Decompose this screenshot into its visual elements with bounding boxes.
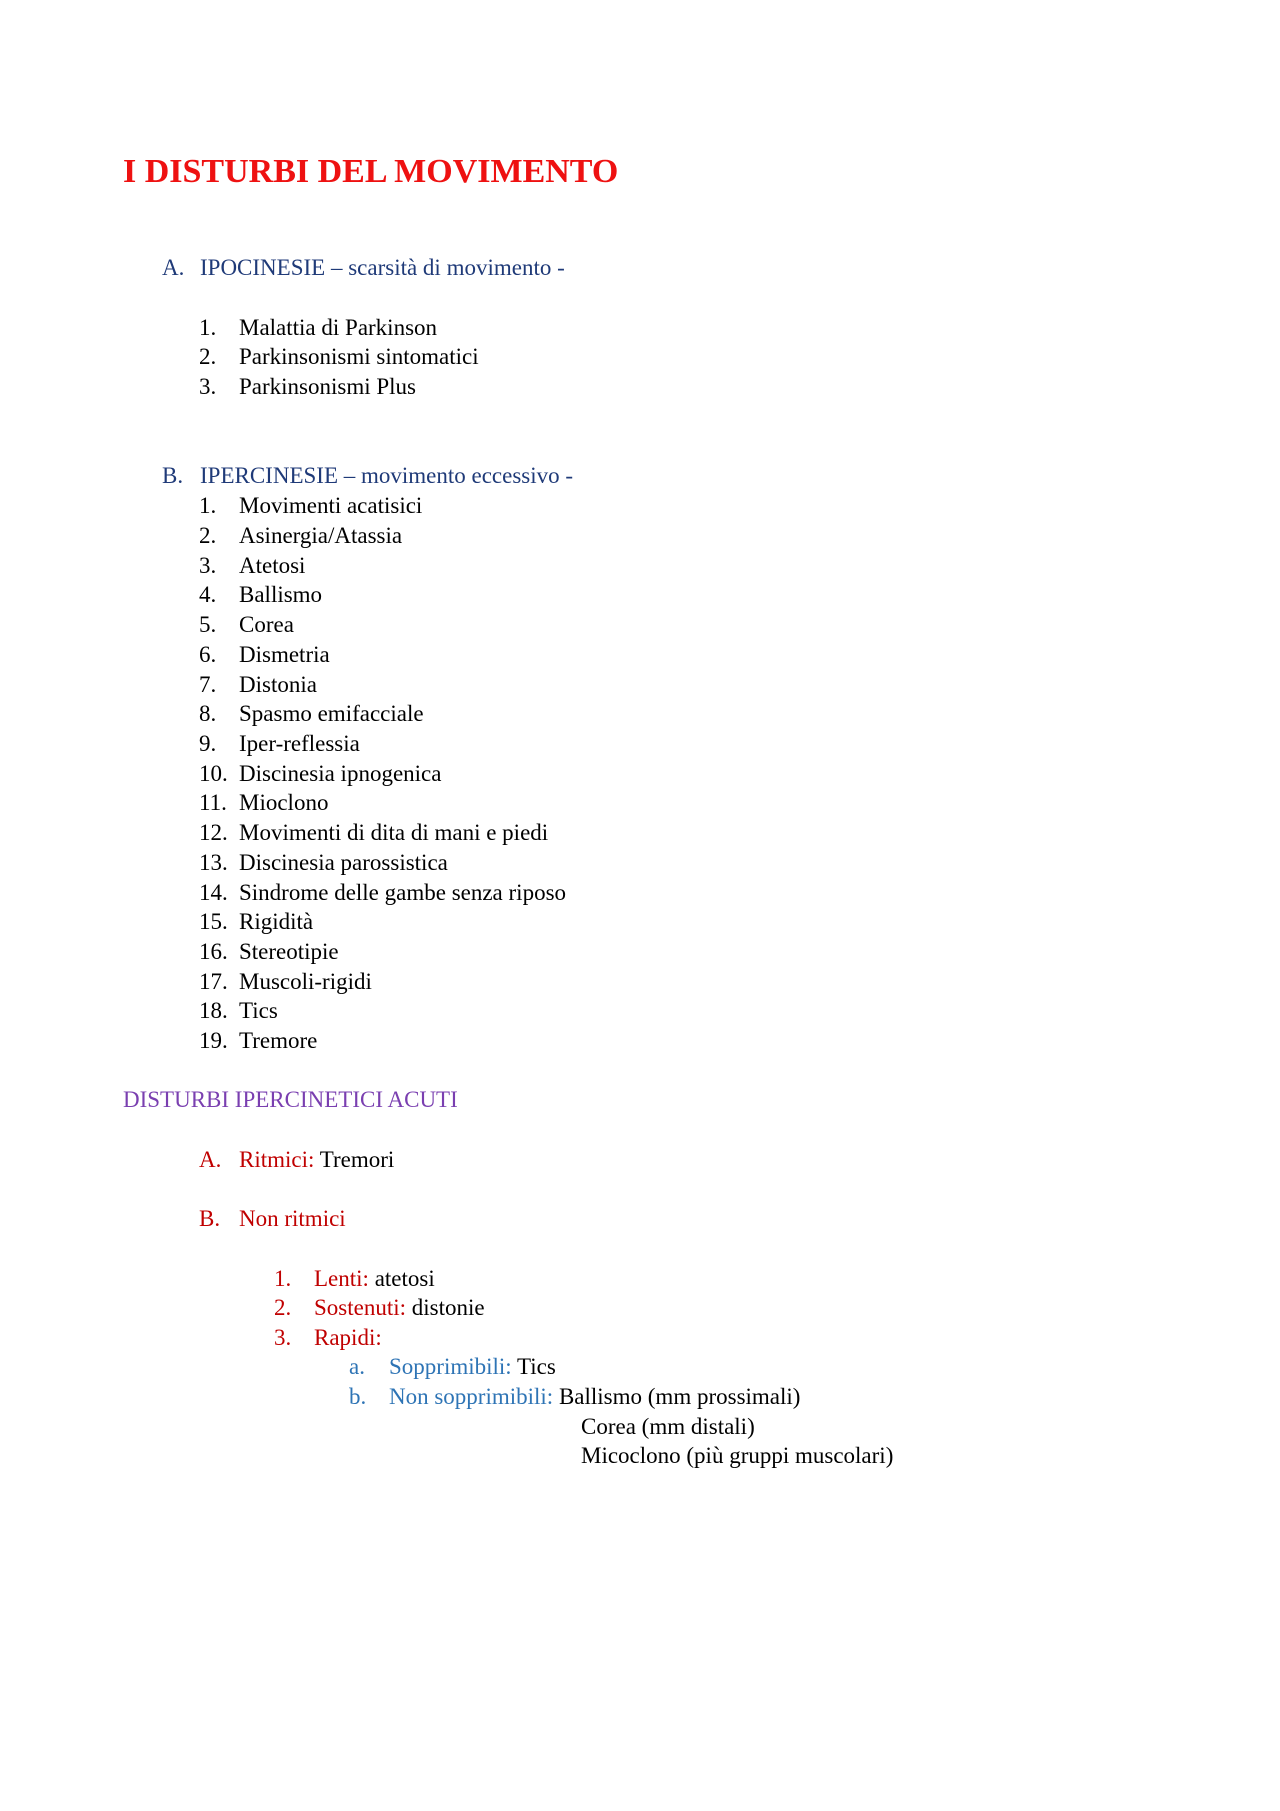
- non-ritmici-label: Non ritmici: [239, 1206, 346, 1231]
- list-item: 2. Asinergia/Atassia: [199, 523, 403, 548]
- acuti-b-row: B. Non ritmici: [199, 1206, 346, 1231]
- section-a-heading: [162, 253, 565, 283]
- section-a-title: IPOCINESIE – scarsità di movimento -: [200, 255, 565, 280]
- list-item: 3. Parkinsonismi Plus: [199, 374, 417, 399]
- list-item: 5. Corea: [199, 612, 294, 637]
- section-a-marker: A.: [162, 255, 185, 280]
- ritmici-value: Tremori: [319, 1147, 395, 1172]
- acuti-a-row: A. Ritmici: Tremori: [199, 1147, 395, 1172]
- list-item: 3. Rapidi:: [274, 1325, 382, 1350]
- list-item: a. Sopprimibili: Tics: [349, 1354, 556, 1379]
- list-item: 9. Iper-reflessia: [199, 731, 360, 756]
- list-item: 2. Parkinsonismi sintomatici: [199, 344, 479, 369]
- list-item: 10. Discinesia ipnogenica: [199, 761, 442, 786]
- list-item: 13. Discinesia parossistica: [199, 850, 448, 875]
- list-item: 11. Mioclono: [199, 790, 329, 815]
- list-item: 6. Dismetria: [199, 642, 330, 667]
- list-item: 8. Spasmo emifacciale: [199, 701, 424, 726]
- continuation-line: Micoclono (più gruppi muscolari): [581, 1443, 894, 1468]
- list-item: 7. Distonia: [199, 672, 317, 697]
- list-item: 18. Tics: [199, 998, 278, 1023]
- list-item: 1. Malattia di Parkinson: [199, 315, 438, 340]
- continuation-line: Corea (mm distali): [581, 1414, 755, 1439]
- list-item: 17. Muscoli-rigidi: [199, 969, 372, 994]
- list-item: 4. Ballismo: [199, 582, 323, 607]
- section-b-marker: B.: [162, 463, 184, 488]
- list-item: 14. Sindrome delle gambe senza riposo: [199, 880, 567, 905]
- list-item: 19. Tremore: [199, 1028, 318, 1053]
- acuti-heading: DISTURBI IPERCINETICI ACUTI: [123, 1087, 458, 1112]
- list-item: 3. Atetosi: [199, 553, 306, 578]
- list-item: 2. Sostenuti: distonie: [274, 1295, 485, 1320]
- list-item: 1. Movimenti acatisici: [199, 493, 423, 518]
- list-item: b. Non sopprimibili: Ballismo (mm prossimali): [349, 1384, 801, 1409]
- section-b-heading: [162, 461, 573, 491]
- list-item: 16. Stereotipie: [199, 939, 339, 964]
- ritmici-label: Ritmici:: [239, 1147, 315, 1172]
- section-b-title: IPERCINESIE – movimento eccessivo -: [200, 463, 574, 488]
- list-item: 12. Movimenti di dita di mani e piedi: [199, 820, 549, 845]
- page-title: I DISTURBI DEL MOVIMENTO: [123, 153, 619, 190]
- list-item: 1. Lenti: atetosi: [274, 1266, 435, 1291]
- list-item: 15. Rigidità: [199, 909, 314, 934]
